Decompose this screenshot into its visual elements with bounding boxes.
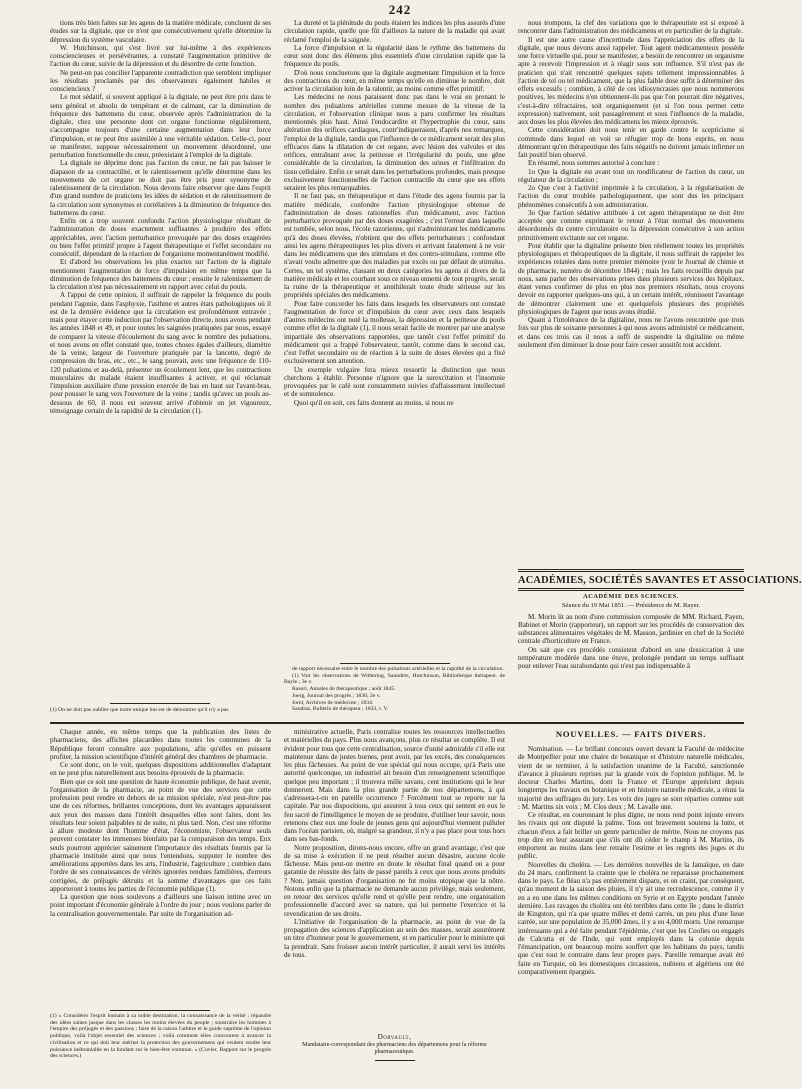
paragraph: Quant à l'intolérance de la digitaline, nous ne l'avons rencontrée que trois fois sur plus de soixante personnes à qui nous avons administré ce médicament, et dans ces trois cas il nous a suffi de suspendre la digitaline ou même seulement d'en diminuer la dose pour faire cesser aussitôt tout accident.	[518, 316, 744, 349]
signature-description: Mandataire-correspondant des pharmaciens des départemens pour la réforme pharmaceutique.	[302, 1042, 487, 1056]
top-column-1	[50, 19, 271, 697]
paragraph: 2o Que c'est à l'activité imprimée à la circulation, à la régularisation de l'action du cœur troublée pathologiquement, que sont dus les principaux phénomènes consécutifs à son administration.	[518, 184, 744, 209]
paragraph: Bien que ce soit une question de haute économie publique, de haut avenir, l'organisation de la pharmacie, au point de vue des services que cette profession peut rendre en dehors de sa mission spéciale, n'est peut-être pas une de ces réformes, brillantes conceptions, dont les avantages apparaissent aux yeux des masses dans l'intérêt desquelles elles sont faites, dont les résultats leur soient palpables ni de suite, ni plus tard. Non, c'est une réforme à allure modeste dont l'homme d'état, l'économiste, l'observateur seuls peuvent constater les immenses bienfaits par la comparaison des temps. Eux seuls pourront apprécier sainement l'importance des résultats fournis par la pharmacie instituée ainsi que nous l'entendons, supputer le nombre des améliorations apportées dans les arts, l'industrie, l'agriculture ; combien dans l'ordre de ses connaissances de vérités ignorées rendues familières, d'erreurs corrigées, de préjugés détruits et la somme d'avantages que ces faits apporteront à toutes les parties de l'économie publique (1).	[50, 777, 271, 893]
academies-title: ACADÉMIES, SOCIÉTÉS SAVANTES ET ASSOCIATIONS.	[518, 575, 802, 586]
paragraph: de rapport nécessaire entre le nombre des pulsations artérielles et la rapidité de la circulation.	[292, 666, 504, 672]
nouvelles-title: NOUVELLES. — FAITS DIVERS.	[555, 729, 707, 739]
signature-block	[284, 1033, 505, 1089]
page-number: 242	[388, 2, 412, 17]
paragraph: La dureté et la plénitude du pouls étaient les indices les plus assurés d'une circulation rapide, quelle que fût d'ailleurs la nature de la maladie qui avait réclamé l'emploi de la saignée.	[284, 19, 505, 44]
paragraph: Notre proposition, dirons-nous encore, offre un grand avantage, c'est que de sa mise à exécution il ne peut résulter aucun désastre, aucune école fâcheuse. Mais peut-on mettre en doute le résultat final quand on a pour garantie de réussite des faits de passé pareils à ceux que nous avons produits ? Non, jamais question d'organisation ne fut moins utopique que la nôtre. Notons enfin que la pharmacie ne demande aucun privilège, mais seulement, en retour des services qu'elle rend et qu'elle peut rendre, une organisation professionnelle d'accord avec sa nature, qui lui permette l'exercice et la revendication de ses droits.	[284, 843, 505, 918]
top-column-1-footnote: (1) On ne doit pas oublier que notre unique but est de démontrer qu'il n'y a pas	[50, 707, 229, 713]
paragraph: D'où nous concluerons que la digitale augmentant l'impulsion et la force des contractions du cœur, en même temps qu'elle en diminue le nombre, doit activer la circulation loin de la ralentir, au moins comme effet primitif.	[284, 68, 505, 93]
paragraph: Ne peut-on pas concilier l'apparente contradiction que semblent impliquer les résultats proclamés par des observateurs également habiles et consciencieux ?	[50, 68, 271, 93]
bottom-column-3	[518, 745, 744, 1085]
paragraph: Ce sont donc, on le voit, quelques dispositions additionnelles d'adaptant en ne peut plus naturellement aux besoins éprouvés de la pharmacie.	[50, 761, 271, 778]
paragraph: Enfin on a trop souvent confondu l'action physiologique résultant de l'administration de doses exactement suffisantes à produire des effets appréciables, avec l'action perturbatrice provoquée par des doses exagérées ou bien l'effet primitif propre à l'agent thérapeutique et l'effet secondaire ou consécutif, dépendant de la réaction de l'organisme momentanément modifié.	[50, 217, 271, 258]
paragraph: Joerg, Journal des progrès ; 1830, 2e v.	[292, 692, 381, 699]
paragraph: La digitale ne déprime donc pas l'action du cœur, ne fait pas baisser le diapason de sa contractilité, et le ralentissement qu'elle détermine dans les mouvemens de cet organe ne doit pas être pris pour synonyme de ralentissement de la circulation. Nous devons faire observer que dans l'esprit d'un grand nombre de praticiens les idées de sédation et de ralentissement de la circulation sont synonymes et corrélatives à la diminution de fréquence des battemens du cœur.	[50, 159, 271, 217]
paragraph: Le mot sédatif, si souvent appliqué à la digitale, ne peut être pris dans le sens général et absolu de tempérant et de calmant, car la diminution de fréquence des battemens du cœur, observée après l'administration de la digitale, chez une personne dont cet organe fonctionne régulièrement, s'accompagne toujours d'une certaine augmentation dans leur force d'impulsion, et ne peut être assimilée à une véritable sédation. Celle-ci, pour se manifester, suppose nécessairement un mouvement désordonné, une perturbation fonctionnelle du cœur, préexistant à l'emploi de la digitale.	[50, 93, 271, 159]
paragraph: Cette considération doit nous tenir en garde contre le scepticisme si commode dans lequel on voit se réfugier trop de bons esprits, en nous démontrant qu'en thérapeutique des faits négatifs ne doivent jamais infirmer un fait positif bien observé.	[518, 126, 744, 159]
academies-section	[518, 568, 802, 718]
academies-subtitle: ACADÉMIE DES SCIENCES.	[583, 593, 679, 600]
academies-paragraph: On sait que ces procédés consistent d'abord en une dessiccation à une température modérée dans une étuve, prolongée pendant un temps suffisant pour enlever l'eau surabondante qui n'est pas indispensable à	[518, 645, 744, 670]
paragraph: L'initiative de l'organisation de la pharmacie, au point de vue de la propagation des sciences d'application au sein des masses, serait assurément un titre d'honneur pour le gouvernement, et en particulier pour le ministre qui la prendrait. Sans froisser aucun intérêt particulier, il aurait servi les intérêts de tous.	[284, 917, 505, 959]
paragraph: Un exemple vulgaire fera mieux ressortir la distinction que nous cherchons à établir. Personne n'ignore que la surexcitation et l'insomnie provoquées par le café sont constamment suivies d'affaissement intellectuel et de somnolence.	[284, 365, 505, 399]
paragraph: Jorel, Archives de médecine ; 1834.	[292, 699, 374, 706]
paragraph: 3o Que l'action sédative attribuée à cet agent thérapeutique ne doit être acceptée que comme exprimant le retour à l'état normal des mouvemens désordonnés du centre circulatoire ou la dépression consécutive à son action primitivement excitante sur cet organe.	[518, 208, 744, 242]
paragraph: Chaque année, en même temps que la publication des listes de pharmaciens, des affiches placardées dans toutes les communes de la République feront connaître aux populations, afin qu'elles en puissent profiter, la mission scientifique d'intérêt général des chambres de pharmacie.	[50, 728, 271, 761]
paragraph: nous trompons, la clef des variations que le thérapeutiste est si exposé à rencontrer dans l'administration des médicamens et en particulier de la digitale.	[518, 19, 744, 36]
top-column-2	[284, 19, 505, 661]
paragraph: A l'appui de cette opinion, il suffirait de rappeler la fréquence du pouls pendant l'agonie, dans l'asphyxie, l'asthme et autres états pathologiques où il est de la dernière évidence que la circulation est profondément entravée ; mais pour étayer cette induction par l'observation directe, nous avons pendant les années 1848 et 49, et pour toutes les saignées pratiquées par nous, essayé de comparer la vitesse d'écoulement du sang avec le nombre des pulsations, et nous avons en effet constaté que, toutes choses égales d'ailleurs, diamètre de la veine, largeur de l'ouverture pratiquée par la lancette, degré de compression du bras, etc., etc., le sang pouvait, avec une fréquence de 110-120 pulsations et au-delà, présenter un écoulement lent, que les contractions musculaires du malade étaient insuffisantes à activer, et qui réclamait l'impulsion auxiliaire d'une pression exercée de bas en haut sur l'avant-bras, pour pousser le sang vers l'ouverture de la veine ; tandis qu'avec un pouls au-dessous de 60, il nous est souvent arrivé d'obtenir un jet vigoureux, témoignage certain de la rapidité de la circulation (1).	[50, 291, 271, 415]
paragraph: Ce résultat, en couronnant le plus digne, ne nous rend point injuste envers les rivaux qui ont disputé la palme. Tous ont bravement soutenu la lutte, et chacun d'eux a fait briller un genre particulier de mérite. Nous ne croyons pas trop dire en leur assurant que s'ils ont dû céder le champ à M. Martins, ils emportent au moins dans leur retraite l'estime et les regrets des juges et du public.	[518, 811, 744, 861]
academies-session: Séance du 19 Mai 1851. — Présidence de M. Rayer.	[561, 602, 701, 610]
section-separator-thick	[50, 722, 744, 724]
paragraph: La force d'impulsion et la régularité dans le rythme des battemens du cœur sont donc des élémens plus essentiels d'une circulation rapide que la fréquence du pouls.	[284, 43, 505, 69]
bottom-column-2	[284, 728, 505, 1028]
paragraph: Pour établir que la digitaline présente bien réellement toutes les propriétés physiologiques et thérapeutiques de la digitale, il nous suffirait de rappeler les expériences relatées dans notre premier mémoire (voir le Journal de chimie et de pharmacie, numéro de décembre 1844) ; mais les faits recueillis depuis par nous, sans parler des observations prises dans plusieurs services des hôpitaux, étant venus confirmer de plus en plus nos premiers résultats, nous croyons devoir en rapporter quelques-uns qui, à un certain intérêt, réunissent l'avantage de démontrer clairement une et quelquefois plusieurs des propriétés physiologiques de l'agent que nous avons étudié.	[518, 241, 744, 316]
nouvelles-header	[518, 728, 744, 744]
academies-bottom-rule	[518, 588, 744, 591]
paragraph: La question que nous soulevons a d'ailleurs une liaison intime avec un point important d'économie générale à l'ordre du jour ; nous voulons parler de la centralisation gouvernementale. Par suite de l'organisation ad-	[50, 893, 271, 918]
footnote-rule-1	[110, 703, 210, 704]
footnote-rule-3	[110, 1010, 210, 1011]
paragraph: Les médecins ne nous paraissent donc pas dans le vrai en prenant le nombre des pulsations artérielles comme mesure de la vitesse de la circulation, et l'observation clinique nous a paru confirmer les résultats mentionnés plus haut. Ainsi l'endocardite et l'hypertrophie du cœur, sans altération des orifices cardiaques, contr'indiqueraient, d'après nos remarques, l'emploi de la digitale, tandis que l'influence de ce médicament serait des plus efficaces dans la dilatation de cet organe, avec lésion des valvules et des orifices, entraînant avec la petitesse et l'irrégularité du pouls, une gêne considérable de la circulation, la diminution des urines et l'infiltration du tissu cellulaire. Enfin ce serait dans les perturbations profondes, mais presque exclusivement fonctionnelles de l'action contractile du cœur que ses effets seraient les plus remarquables.	[284, 93, 505, 192]
academies-top-rule	[518, 569, 744, 572]
paragraph: W. Hutchinson, qui s'est livré sur lui-même à des expériences consciencieuses et persévérantes, a constaté l'augmentation primitive de l'action du cœur, suivie de la dépression et du désordre de cette fonction.	[50, 43, 271, 69]
paragraph: Sandras, Bulletin de thérapeut ; 1833, t. V.	[292, 706, 389, 713]
paragraph: (1) Voir les observations de Withering, Saunders, Hutchinson, Bibliothèque thérapeut. de Bayle ; 3e v.	[284, 672, 505, 686]
paragraph: ministrative actuelle, Paris centralise toutes les ressources intellectuelles et matérielles du pays. Plus nous avançons, plus ce résultat se complète. Il est évident pour tous que cette centralisation, source d'unité admirable s'il elle est maintenue dans de justes bornes, peut avoir, par les excès, des conséquences les plus fâcheuses. Au point de vue spécial qui nous occupe, qu'à Paris une autorité quelconque, un industriel ait besoin d'un renseignement scientifique quelque peu important ; il trouvera mille savans, cent institutions qui le leur donneront. Mais dans la plus grande partie de nos départemens, à qui s'adressera-t-on en pareille occurrence ? Forcément tout se reporte sur la capitale. Par nos dispositions, qui assurent à tous ceux qui sentent en eux le feu sacré de l'intelligence le moyen de se produire, d'utiliser leur savoir, nous retenons chez eux une foule de jeunes gens qui aujourd'hui viennent pulluler dans l'océan parisien, où, malgré sa grandeur, il n'y a pas place pour tous hors dans ses bas-fonds.	[284, 728, 505, 844]
paragraph: Il est une autre cause d'incertitude dans l'appréciation des effets de la digitale, que nous devons aussi rappeler. Tout agent médicamenteux possède une force virtuelle qui, pour se manifester, a besoin de rencontrer un organisme apte à recevoir l'impression et à réagir sous son influence. S'il n'est pas de praticien qui n'ait rencontré quelques sujets tellement impressionnables à l'action de tel ou tel médicament, que la plus faible dose suffit à déterminer des effets excessifs ; combien, à côté de ces idiosyncrasies que nous nommerons positives, les médecins n'en obtiennent-ils pas que l'on pourrait dire négatives, c'est-à-dire réfractaires, soit organiquement (et si l'on nous permet cette expression) nativement, soit passagèrement et sous l'influence de la maladie, aux doses les plus élevées des médicamens les mieux éprouvés.	[518, 35, 744, 126]
bottom-column-1-footnote: (1) « Considérer l'esprit humain à sa noble destination, la connaissance de la vérité ; répandre des idées saines jusque dans les classes les moins élevées du peuple ; soustraire les hommes à l'empire des préjugés et des passions ; faire de la raison l'arbitre et le guide suprême de l'opinion publique, voilà l'objet essentiel des sciences ; voilà comment elles concourent à avancer la civilisation et ce qui doit leur mériter la protection des gouvernemens qui veulent rendre leur puissance inébranlable en la fondant sur le bien-être commun. » (Cuvier, Rapport sur le progrès des sciences.)	[50, 1013, 271, 1060]
bottom-column-1	[50, 728, 271, 1008]
paragraph: tions très bien faites sur les agens de la matière médicale, concluent de ses études sur la digitale, que ce n'est que consécutivement qu'elle détermine la dépression du système vasculaire.	[50, 19, 271, 44]
paragraph: Nouvelles du choléra. — Les dernières nouvelles de la Jamaïque, en date du 24 mars, confirment la crainte que le choléra ne reparaisse prochainement dans le pays. Le fléau n'a pas entièrement disparu, et on craint, par conséquent, qu'au moment de la saison des pluies, il n'y ait une recrudescence, comme il y en a eu une dans les mêmes conditions en Syrie et en Egypte pendant l'année dernière. Les ravages du choléra ont été terribles dans cette île ; dans le district de Kingston, qui n'a que quatre milles et demi carrés, un peu plus d'une lieue carrée, sur une population de 35,000 âmes, il y a eu 4,000 morts. Une remarque intéressante qui a été faite pendant l'épidémie, c'est que les Coolies ou engagés de Calcutta et de l'Inde, qui sont employés dans la colonie depuis l'émancipation, ont beaucoup moins souffert que les habitans du pays, tandis que c'est tout le contraire dans leur propre pays. Pareille remarque avait été faite en Turquie, où les domestiques circassiens, nubiens et algériens ont été comparativement épargnés.	[518, 860, 744, 976]
paragraph: 1o Que la digitale est avant tout un modificateur de l'action du cœur, un régulateur de la circulation ;	[518, 167, 744, 184]
paragraph: Pour faire concorder les faits dans lesquels les observateurs ont constaté l'augmentation de force et d'impulsion du cœur avec ceux dans lesquels d'autres médecins ont noté la mollesse, la dépression et la petitesse du pouls comme effet de la digitale (1), il nous serait facile de montrer par une analyse impartiale des observations rapportées, que tantôt c'est l'effet primitif du médicament qui a frappé l'observateur, tantôt, comme dans le second cas, c'est l'effet secondaire ou de réaction à la suite de doses élevées qui a fixé exclusivement son attention.	[284, 299, 505, 366]
paragraph: Rasori, Annales de thérapeutique ; août 1845.	[292, 686, 396, 693]
paragraph: Et d'abord les observations les plus exactes sur l'action de la digitale mentionnent l'augmentation de force d'impulsion en même temps que la diminution de fréquence des battemens du cœur ; ensuite le ralentissement de la circulation n'est pas nécessairement en rapport avec celui du pouls.	[50, 258, 271, 291]
paragraph: En résumé, nous sommes autorisé à conclure :	[528, 159, 660, 168]
signature-rule	[375, 1060, 415, 1061]
academies-paragraph: M. Morin lit au nom d'une commission composée de MM. Richard, Payen, Babinet et Morin (rapporteur), un rapport sur les procédés de conservation des substances alimentaires végétales de M. Masson, jardinier en chef de la Société centrale d'horticulture en France.	[518, 612, 744, 646]
paragraph: Quoi qu'il en soit, ces faits donnent au moins, si nous ne	[294, 398, 454, 407]
paragraph: Il ne faut pas, en thérapeutique et dans l'étude des agens fournis par la matière médicale, confondre l'action physiologique obtenue de l'administration de doses rationnelles d'un médicament, avec l'action perturbatrice provoquée par des doses exagérées ; c'est l'erreur dans laquelle est tombée, selon nous, l'école razorienne, qui n'administrant les médicamens qu'à des doses élevées, n'obtient que des effets perturbateurs ; confondant ainsi les agens thérapeutiques les plus divers et arrivant fatalement à ne voir dans les médicamens que des stimulans et des contro-stimulans, comme elle n'avait voulu admettre que des maladies par excès ou par défaut de stimulus. Certes, un tel système, classant en deux catégories les agens si divers de la matière médicale et les courbant sous ce niveau ennemi de tout progrès, serait la ruine de la thérapeutique et annihilerait toute étude sérieuse sur les propriétés spéciales des médicamens.	[284, 192, 505, 300]
footnote-rule-2	[340, 663, 450, 664]
paragraph: Nomination. — Le brillant concours ouvert devant la Faculté de médecine de Montpellier pour une chaire de botanique et d'histoire naturelle médicales, vient de se terminer, à la satisfaction unanime de la Faculté, sanctionnée d'avance à plusieurs reprises par la grande voix de l'opinion publique. M. le docteur Charles Martins, dont la France et l'Europe apprécient depuis longtemps les travaux en botanique et en histoire naturelle médicale, a réuni la majorité des suffrages du jury. Les voix des juges se sont réparties comme suit : M. Martins six voix ; M. Clos deux ; M. Lavalle une.	[518, 745, 744, 811]
top-column-3	[518, 19, 744, 567]
signature-name: Dorvault,	[377, 1033, 412, 1041]
top-column-2-footnote	[284, 666, 505, 718]
